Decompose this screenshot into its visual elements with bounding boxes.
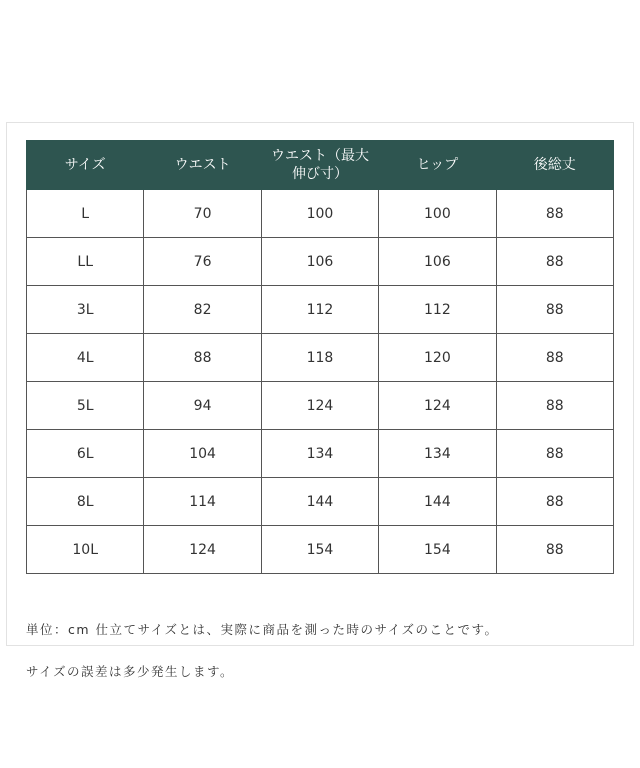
cell-back-length: 88 (496, 190, 613, 238)
cell-back-length: 88 (496, 526, 613, 574)
cell-waist: 88 (144, 334, 261, 382)
cell-waist-max: 112 (261, 286, 378, 334)
cell-waist-max: 124 (261, 382, 378, 430)
cell-hip: 124 (379, 382, 496, 430)
cell-hip: 120 (379, 334, 496, 382)
cell-waist-max: 134 (261, 430, 378, 478)
header-waist: ウエスト (144, 141, 261, 190)
note-line-1: 単位：cm 仕立てサイズとは、実際に商品を測った時のサイズのことです。 (26, 622, 499, 637)
cell-size: 8L (27, 478, 144, 526)
cell-hip: 154 (379, 526, 496, 574)
cell-hip: 100 (379, 190, 496, 238)
cell-waist: 76 (144, 238, 261, 286)
table-row (27, 334, 614, 382)
cell-back-length: 88 (496, 478, 613, 526)
cell-size: LL (27, 238, 144, 286)
table-row (27, 286, 614, 334)
cell-hip: 134 (379, 430, 496, 478)
cell-waist: 104 (144, 430, 261, 478)
measurement-note (26, 598, 626, 703)
cell-waist: 70 (144, 190, 261, 238)
cell-size: 10L (27, 526, 144, 574)
cell-back-length: 88 (496, 382, 613, 430)
cell-waist-max: 100 (261, 190, 378, 238)
size-chart-table (26, 140, 614, 574)
table-row (27, 382, 614, 430)
cell-back-length: 88 (496, 334, 613, 382)
cell-size: L (27, 190, 144, 238)
cell-hip: 144 (379, 478, 496, 526)
table-row (27, 478, 614, 526)
table-row (27, 526, 614, 574)
header-back-length: 後総丈 (496, 141, 613, 190)
cell-waist-max: 144 (261, 478, 378, 526)
table-row (27, 238, 614, 286)
cell-size: 3L (27, 286, 144, 334)
cell-waist-max: 154 (261, 526, 378, 574)
cell-size: 5L (27, 382, 144, 430)
cell-hip: 106 (379, 238, 496, 286)
note-line-2: サイズの誤差は多少発生します。 (26, 664, 235, 679)
header-size: サイズ (27, 141, 144, 190)
cell-waist: 94 (144, 382, 261, 430)
cell-size: 4L (27, 334, 144, 382)
cell-back-length: 88 (496, 430, 613, 478)
cell-waist: 82 (144, 286, 261, 334)
table-header-row (27, 141, 614, 190)
cell-back-length: 88 (496, 286, 613, 334)
cell-back-length: 88 (496, 238, 613, 286)
cell-size: 6L (27, 430, 144, 478)
cell-hip: 112 (379, 286, 496, 334)
cell-waist: 124 (144, 526, 261, 574)
cell-waist-max: 106 (261, 238, 378, 286)
table-row (27, 190, 614, 238)
cell-waist-max: 118 (261, 334, 378, 382)
header-waist-max: ウエスト（最大伸び寸） (261, 141, 378, 190)
cell-waist: 114 (144, 478, 261, 526)
table-row (27, 430, 614, 478)
header-hip: ヒップ (379, 141, 496, 190)
